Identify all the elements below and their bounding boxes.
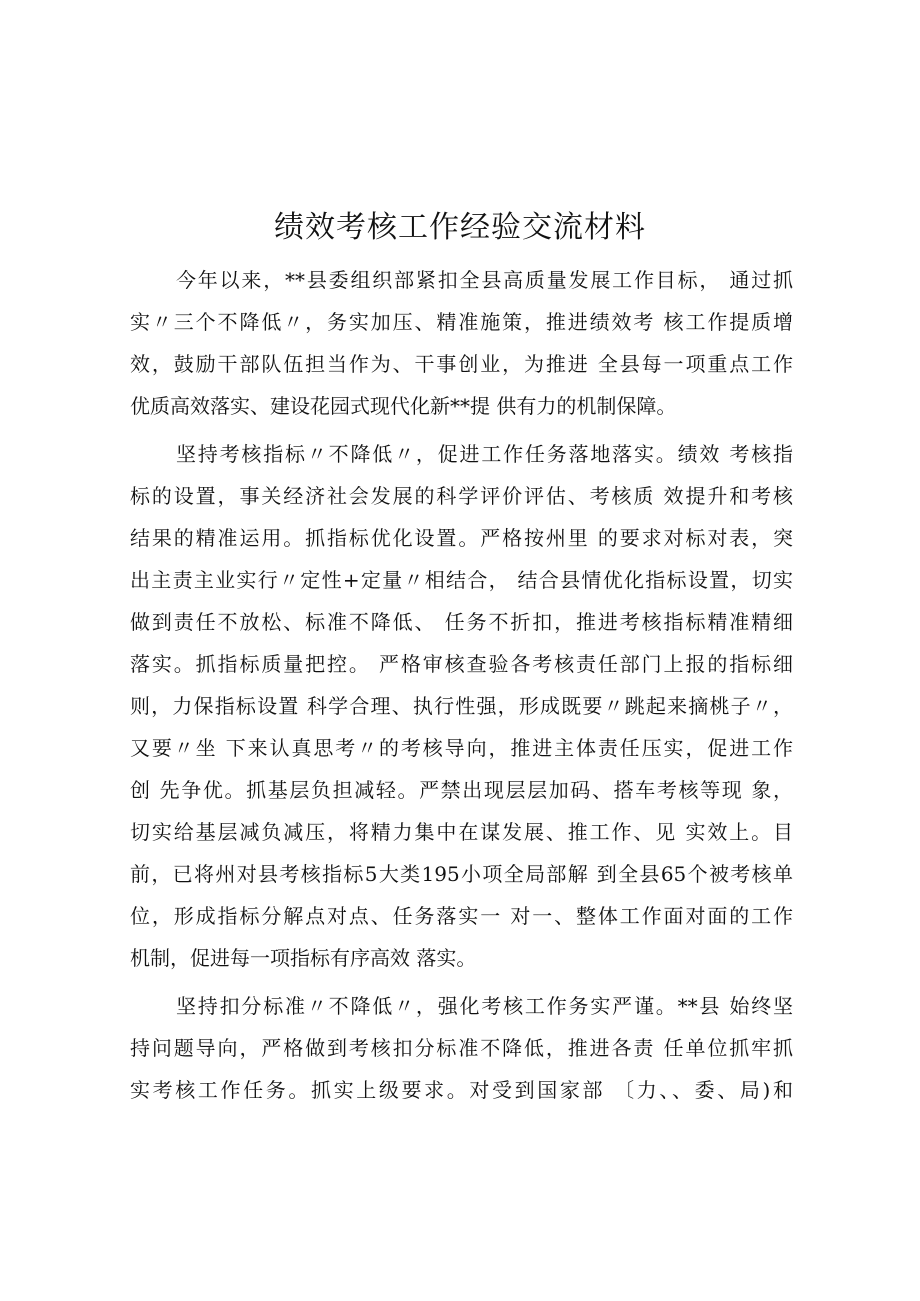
- text-line: 优质高效落实、建设花园式现代化新**提 供有力的机制保障。: [130, 394, 677, 418]
- text-line: 出主责主业实行〃定性+定量〃相结合， 结合县情优化指标设置，切实: [130, 568, 793, 592]
- document-title: 绩效考核工作经验交流材料: [274, 210, 646, 245]
- text-line: 持问题导向，严格做到考核扣分标准不降低，推进各责 任单位抓牢抓: [130, 1036, 793, 1060]
- text-line: 前，已将州对县考核指标5大类195小项全局部解 到全县65个被考核单: [130, 862, 793, 886]
- text-line: 切实给基层减负减压，将精力集中在谋发展、推工作、见 实效上。目: [130, 820, 793, 844]
- paragraph-indicators: [130, 433, 793, 979]
- text-line: 效，鼓励干部队伍担当作为、干事创业，为推进 全县每一项重点工作: [130, 352, 793, 376]
- text-line: 创 先争优。抓基层负担减轻。严禁出现层层加码、搭车考核等现 象，: [130, 778, 793, 802]
- text-line: 机制，促进每一项指标有序高效 落实。: [130, 946, 477, 970]
- text-line: 坚持考核指标〃不降低〃，促进工作任务落地落实。绩效 考核指: [176, 442, 793, 466]
- document-body: [130, 259, 793, 1117]
- paragraph-intro: [130, 259, 793, 427]
- paragraph-deduction-standards: [130, 985, 793, 1111]
- text-line: 今年以来，**县委组织部紧扣全县高质量发展工作目标， 通过抓: [176, 268, 793, 292]
- text-line: 又要〃坐 下来认真思考〃的考核导向，推进主体责任压实，促进工作: [130, 736, 793, 760]
- text-line: 结果的精准运用。抓指标优化设置。严格按州里 的要求对标对表，突: [130, 526, 793, 550]
- text-line: 实〃三个不降低〃，务实加压、精准施策，推进绩效考 核工作提质增: [130, 310, 793, 334]
- text-line: 标的设置，事关经济社会发展的科学评价评估、考核质 效提升和考核: [130, 484, 793, 508]
- text-line: 位，形成指标分解点对点、任务落实一 对一、整体工作面对面的工作: [130, 904, 793, 928]
- text-line: 则，力保指标设置 科学合理、执行性强，形成既要〃跳起来摘桃子〃，: [130, 694, 793, 718]
- text-line: 实考核工作任务。抓实上级要求。对受到国家部 〔力、、委、局)和: [130, 1078, 793, 1102]
- text-line: 坚持扣分标准〃不降低〃，强化考核工作务实严谨。**县 始终坚: [176, 994, 793, 1018]
- text-line: 做到责任不放松、标准不降低、 任务不折扣，推进考核指标精准精细: [130, 610, 793, 634]
- text-line: 落实。抓指标质量把控。 严格审核查验各考核责任部门上报的指标细: [130, 652, 793, 676]
